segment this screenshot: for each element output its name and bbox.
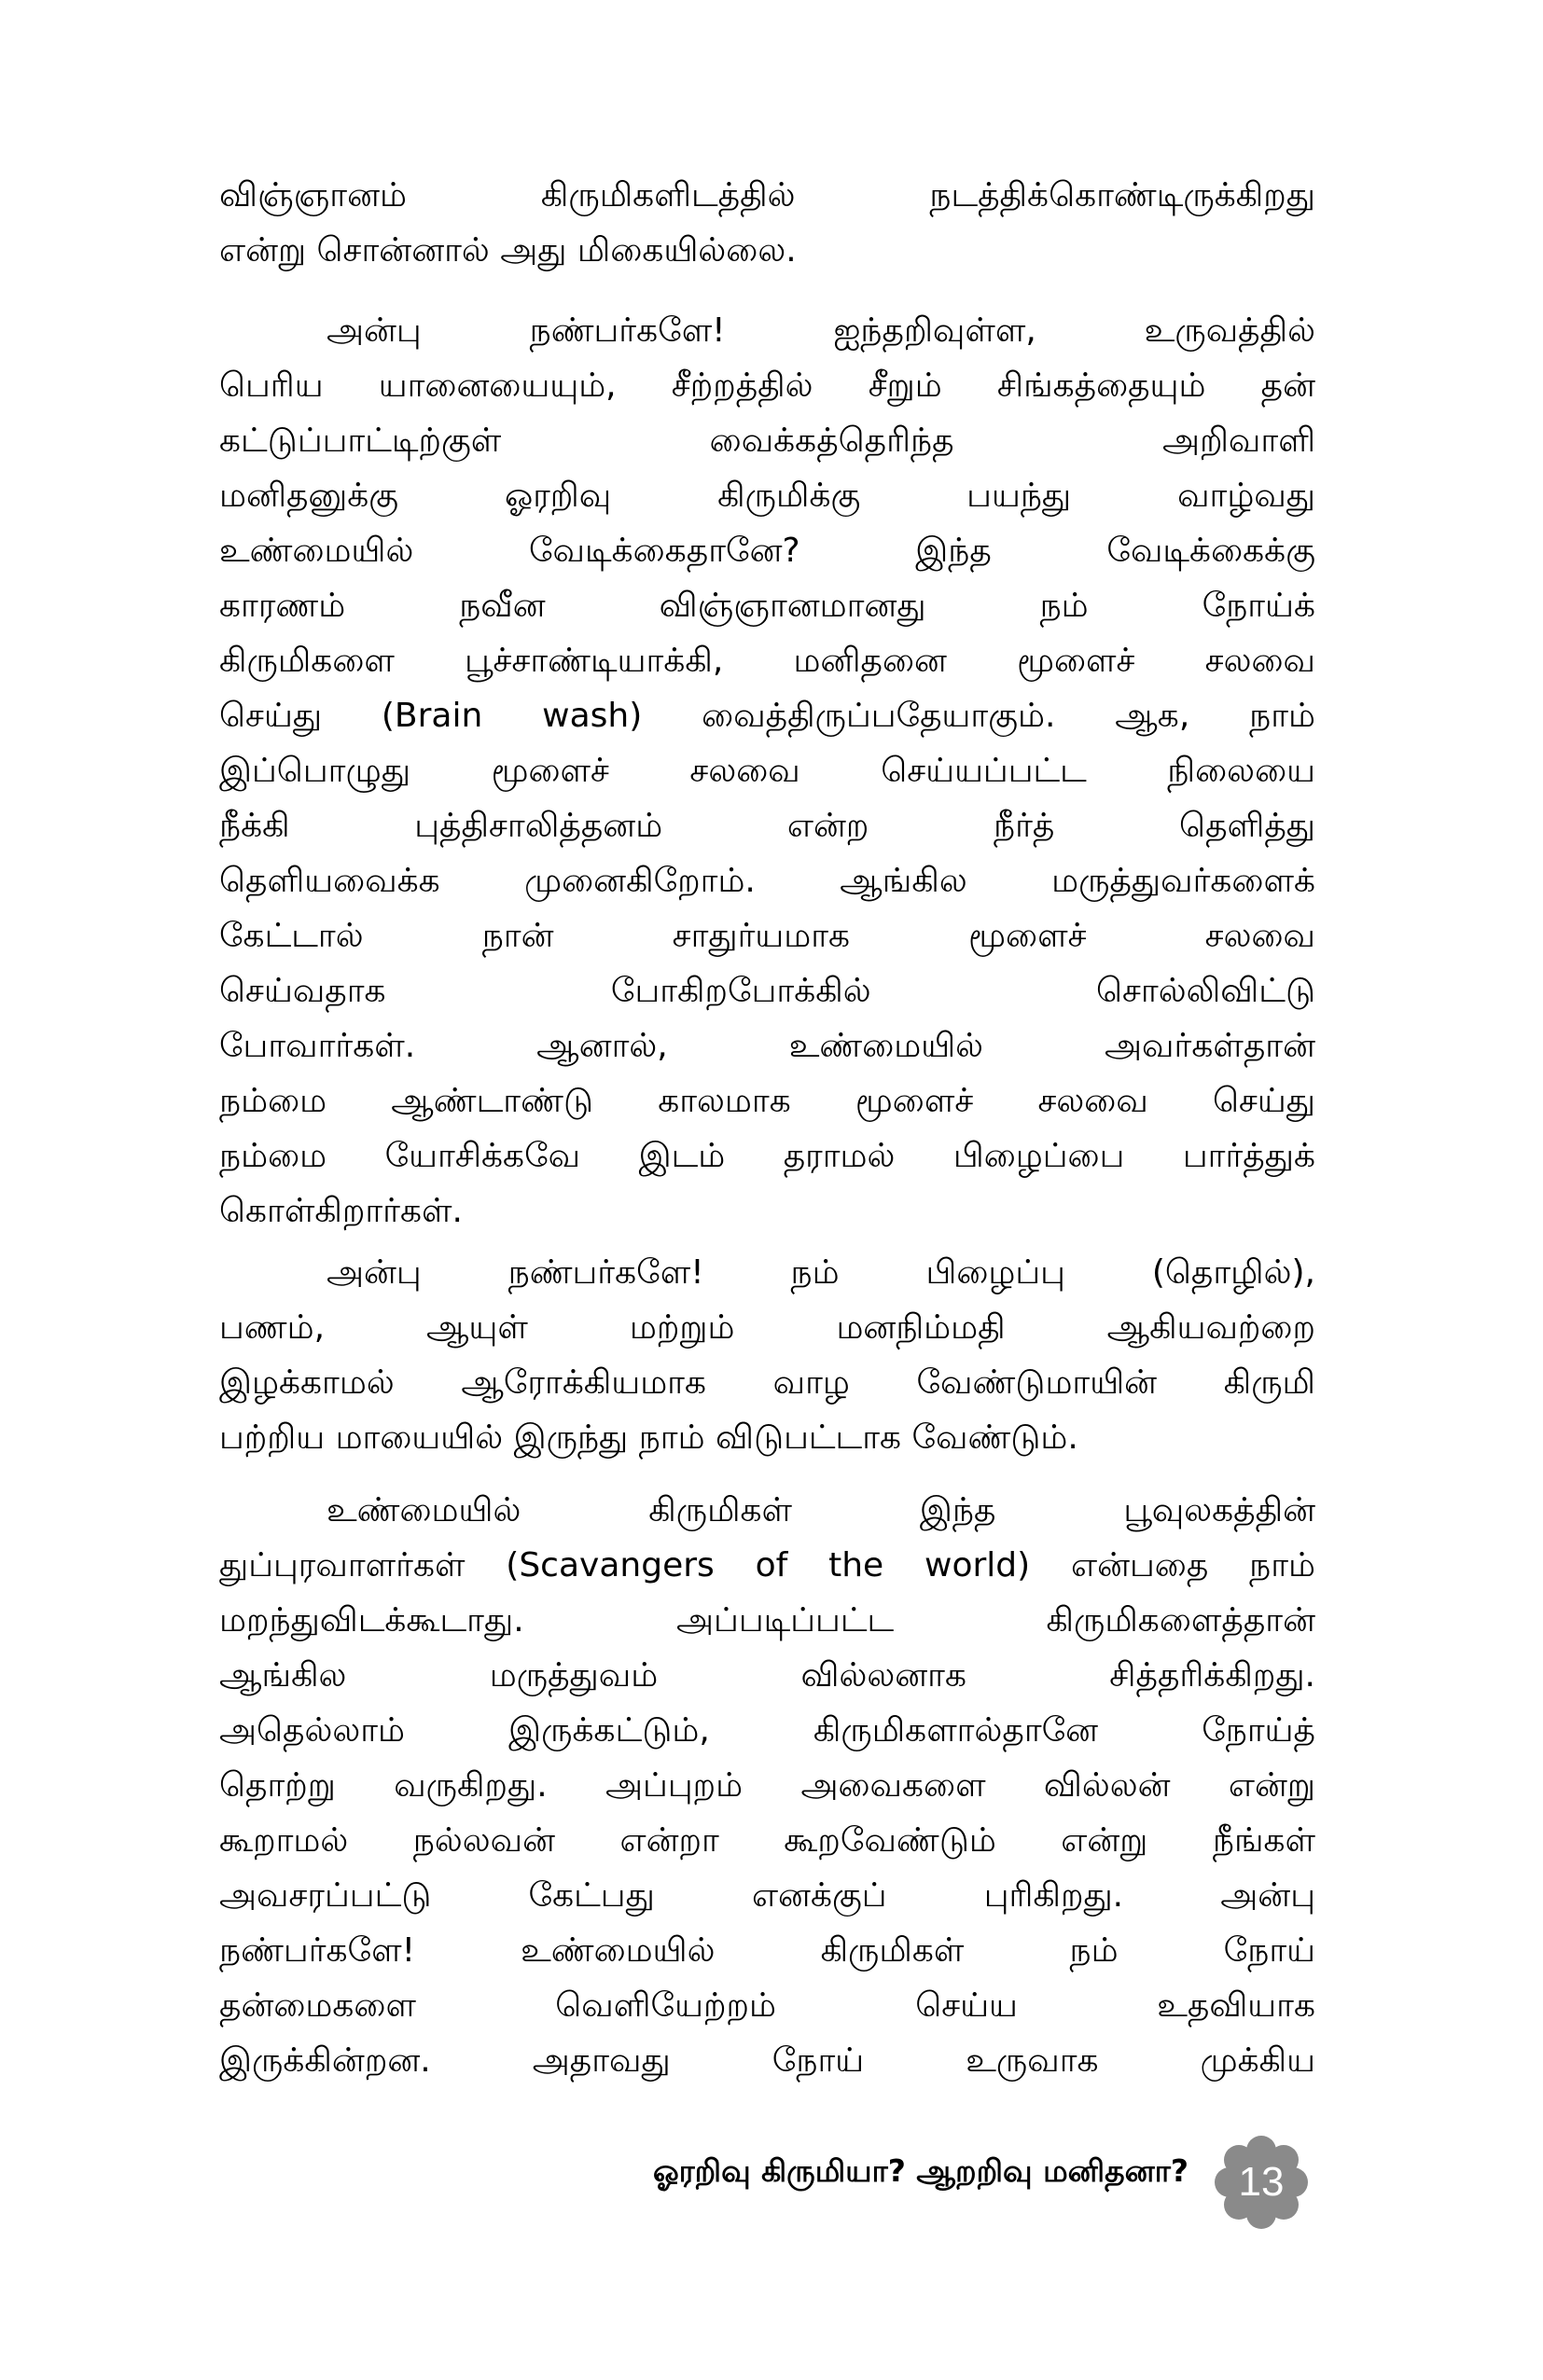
text-line: பெரிய யானையையும், சீற்றத்தில் சீறும் சிங்கத்தையும் தன் [219, 367, 1315, 405]
paragraph-3 [219, 1245, 1315, 1465]
text-line: நண்பர்களே! உண்மையில் கிருமிகள் நம் நோய் [219, 1931, 1315, 1970]
text-line: அன்பு நண்பர்களே! நம் பிழைப்பு (தொழில்), [327, 1253, 1315, 1292]
text-line: தொற்று வருகிறது. அப்புறம் அவைகளை வில்லன் என்று [219, 1766, 1315, 1805]
text-line: காரணம் நவீன விஞ்ஞானமானது நம் நோய்க் [219, 587, 1315, 625]
text-line: ஆங்கில மருத்துவம் வில்லனாக சித்தரிக்கிறது. [219, 1656, 1315, 1695]
text-line: இழக்காமல் ஆரோக்கியமாக வாழ வேண்டுமாயின் கிருமி [219, 1363, 1315, 1402]
book-title: ஓரறிவு கிருமியா? ஆறறிவு மனிதனா? [652, 2152, 1189, 2189]
text-line: அன்பு நண்பர்களே! ஐந்தறிவுள்ள, உருவத்தில் [327, 311, 1315, 350]
text-line: நம்மை யோசிக்கவே இடம் தராமல் பிழைப்பை பார்த்துக் [219, 1137, 1315, 1175]
text-line: நீக்கி புத்திசாலித்தனம் என்ற நீர்த் தெளித்து [219, 807, 1315, 845]
paragraph-2 [219, 303, 1315, 1238]
text-line: கூறாமல் நல்லவன் என்றா கூறவேண்டும் என்று நீங்கள் [219, 1821, 1315, 1860]
text-line: இப்பொழுது மூளைச் சலவை செய்யப்பட்ட நிலையை [219, 752, 1315, 790]
text-line: கிருமிகளை பூச்சாண்டியாக்கி, மனிதனை மூளைச் சலவை [219, 642, 1315, 680]
text-line: கட்டுப்பாட்டிற்குள் வைக்கத்தெரிந்த அறிவாளி [219, 422, 1315, 460]
text-line: கேட்டால் நான் சாதுர்யமாக மூளைச் சலவை [219, 917, 1315, 955]
text-line: தன்மைகளை வெளியேற்றம் செய்ய உதவியாக [219, 1986, 1315, 2025]
text-line: விஞ்ஞானம் கிருமிகளிடத்தில் நடத்திக்கொண்டிருக்கிறது [219, 176, 1315, 214]
text-line: பற்றிய மாயையில் இருந்து நாம் விடுபட்டாக வேண்டும். [219, 1418, 1078, 1457]
text-line: கொள்கிறார்கள். [219, 1192, 463, 1230]
text-line: உண்மையில் வேடிக்கைதானே? இந்த வேடிக்கைக்கு [219, 532, 1315, 570]
page-number: 13 [1238, 2159, 1285, 2205]
text-line: போவார்கள். ஆனால், உண்மையில் அவர்கள்தான் [219, 1027, 1315, 1065]
text-line: நம்மை ஆண்டாண்டு காலமாக மூளைச் சலவை செய்து [219, 1082, 1315, 1120]
paragraph-4 [219, 1483, 1315, 2088]
text-line: அதெல்லாம் இருக்கட்டும், கிருமிகளால்தானே நோய்த் [219, 1711, 1315, 1750]
text-line: துப்புரவாளர்கள் (Scavangers of the world) என்பதை நாம் [219, 1546, 1315, 1584]
text-line: தெளியவைக்க முனைகிறோம். ஆங்கில மருத்துவர்களைக் [219, 862, 1315, 900]
text-line: செய்து (Brain wash) வைத்திருப்பதேயாகும். ஆக, நாம் [219, 697, 1315, 735]
text-line: மறந்துவிடக்கூடாது. அப்படிப்பட்ட கிருமிகளைத்தான் [219, 1601, 1315, 1640]
text-line: மனிதனுக்கு ஓரறிவு கிருமிக்கு பயந்து வாழ்வது [219, 477, 1315, 515]
text-line: பணம், ஆயுள் மற்றும் மனநிம்மதி ஆகியவற்றை [219, 1308, 1315, 1347]
page-number-badge [1215, 2136, 1308, 2229]
text-line: செய்வதாக போகிறபோக்கில் சொல்லிவிட்டு [219, 972, 1315, 1010]
page-footer [0, 2136, 1543, 2229]
text-line: உண்மையில் கிருமிகள் இந்த பூவுலகத்தின் [327, 1491, 1315, 1529]
text-line: இருக்கின்றன. அதாவது நோய் உருவாக முக்கிய [219, 2041, 1315, 2080]
paragraph-1 [219, 168, 1315, 278]
text-line: என்று சொன்னால் அது மிகையில்லை. [219, 231, 797, 270]
text-line: அவசரப்பட்டு கேட்பது எனக்குப் புரிகிறது. அன்பு [219, 1876, 1315, 1915]
